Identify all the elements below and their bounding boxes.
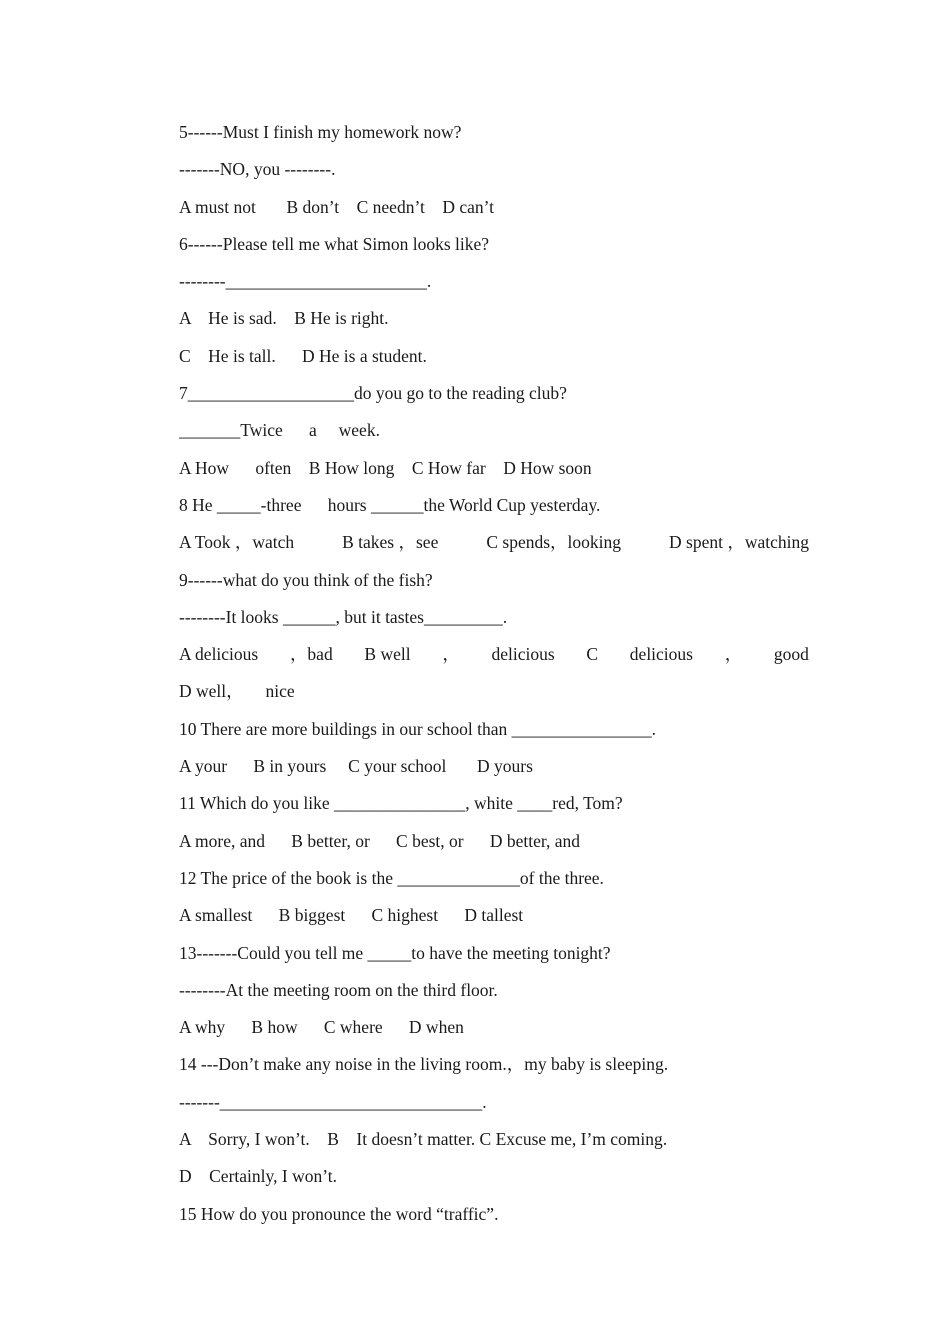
question-8-prompt: 8 He _____-three hours ______the World Cup yesterday. (179, 494, 601, 515)
option-part: A delicious (179, 644, 259, 665)
question-6-reply: --------_______________________. (179, 271, 432, 292)
option-c: C spends，looking (486, 532, 622, 553)
question-7-reply: _______Twice a week. (179, 420, 380, 441)
option-part: C (586, 644, 599, 665)
option-d: D spent ，watching (669, 532, 809, 553)
question-12-options: A smallest B biggest C highest D tallest (179, 905, 524, 926)
question-14-prompt: 14 ---Don’t make any noise in the living room.，my baby is sleeping. (179, 1054, 669, 1075)
question-15-prompt: 15 How do you pronounce the word “traffic”. (179, 1203, 499, 1224)
option-part: good (773, 644, 809, 665)
question-9-prompt: 9------what do you think of the fish? (179, 569, 433, 590)
question-14-option-d: D Certainly, I won’t. (179, 1166, 337, 1187)
question-13-options: A why B how C where D when (179, 1017, 464, 1038)
question-9-reply: --------It looks ______, but it tastes_________. (179, 606, 508, 627)
question-10-prompt: 10 There are more buildings in our school than ________________. (179, 718, 656, 739)
question-5-options: A must not B don’t C needn’t D can’t (179, 196, 494, 217)
question-6-prompt: 6------Please tell me what Simon looks like? (179, 233, 490, 254)
question-10-options: A your B in yours C your school D yours (179, 756, 533, 777)
option-part: ， (724, 644, 743, 665)
question-6-options-ab: A He is sad. B He is right. (179, 308, 389, 329)
question-14-options-abc: A Sorry, I won’t. B It doesn’t matter. C Excuse me, I’m coming. (179, 1129, 668, 1150)
question-5-reply: -------NO, you --------. (179, 159, 336, 180)
question-6-options-cd: C He is tall. D He is a student. (179, 345, 427, 366)
question-13-reply: --------At the meeting room on the third floor. (179, 979, 498, 1000)
question-13-prompt: 13-------Could you tell me _____to have the meeting tonight? (179, 942, 611, 963)
option-part: ，bad (289, 644, 333, 665)
question-list (179, 114, 809, 1233)
question-12-prompt: 12 The price of the book is the ______________of the three. (179, 867, 604, 888)
question-11-prompt: 11 Which do you like _______________, white ____red, Tom? (179, 793, 623, 814)
question-5-prompt: 5------Must I finish my homework now? (179, 122, 462, 142)
option-part: delicious (491, 644, 555, 665)
option-part: delicious (629, 644, 693, 665)
option-a: A Took ，watch (179, 532, 295, 553)
question-9-options (179, 636, 809, 673)
question-7-prompt: 7___________________do you go to the reading club? (179, 383, 567, 404)
question-9-option-d: D well， nice (179, 681, 295, 702)
question-7-options: A How often B How long C How far D How soon (179, 457, 592, 478)
question-8-options (179, 524, 809, 561)
option-b: B takes ，see (342, 532, 439, 553)
question-11-options: A more, and B better, or C best, or D better, and (179, 830, 581, 851)
option-part: ， (442, 644, 460, 665)
question-14-reply: -------______________________________. (179, 1091, 487, 1112)
option-part: B well (364, 644, 411, 665)
